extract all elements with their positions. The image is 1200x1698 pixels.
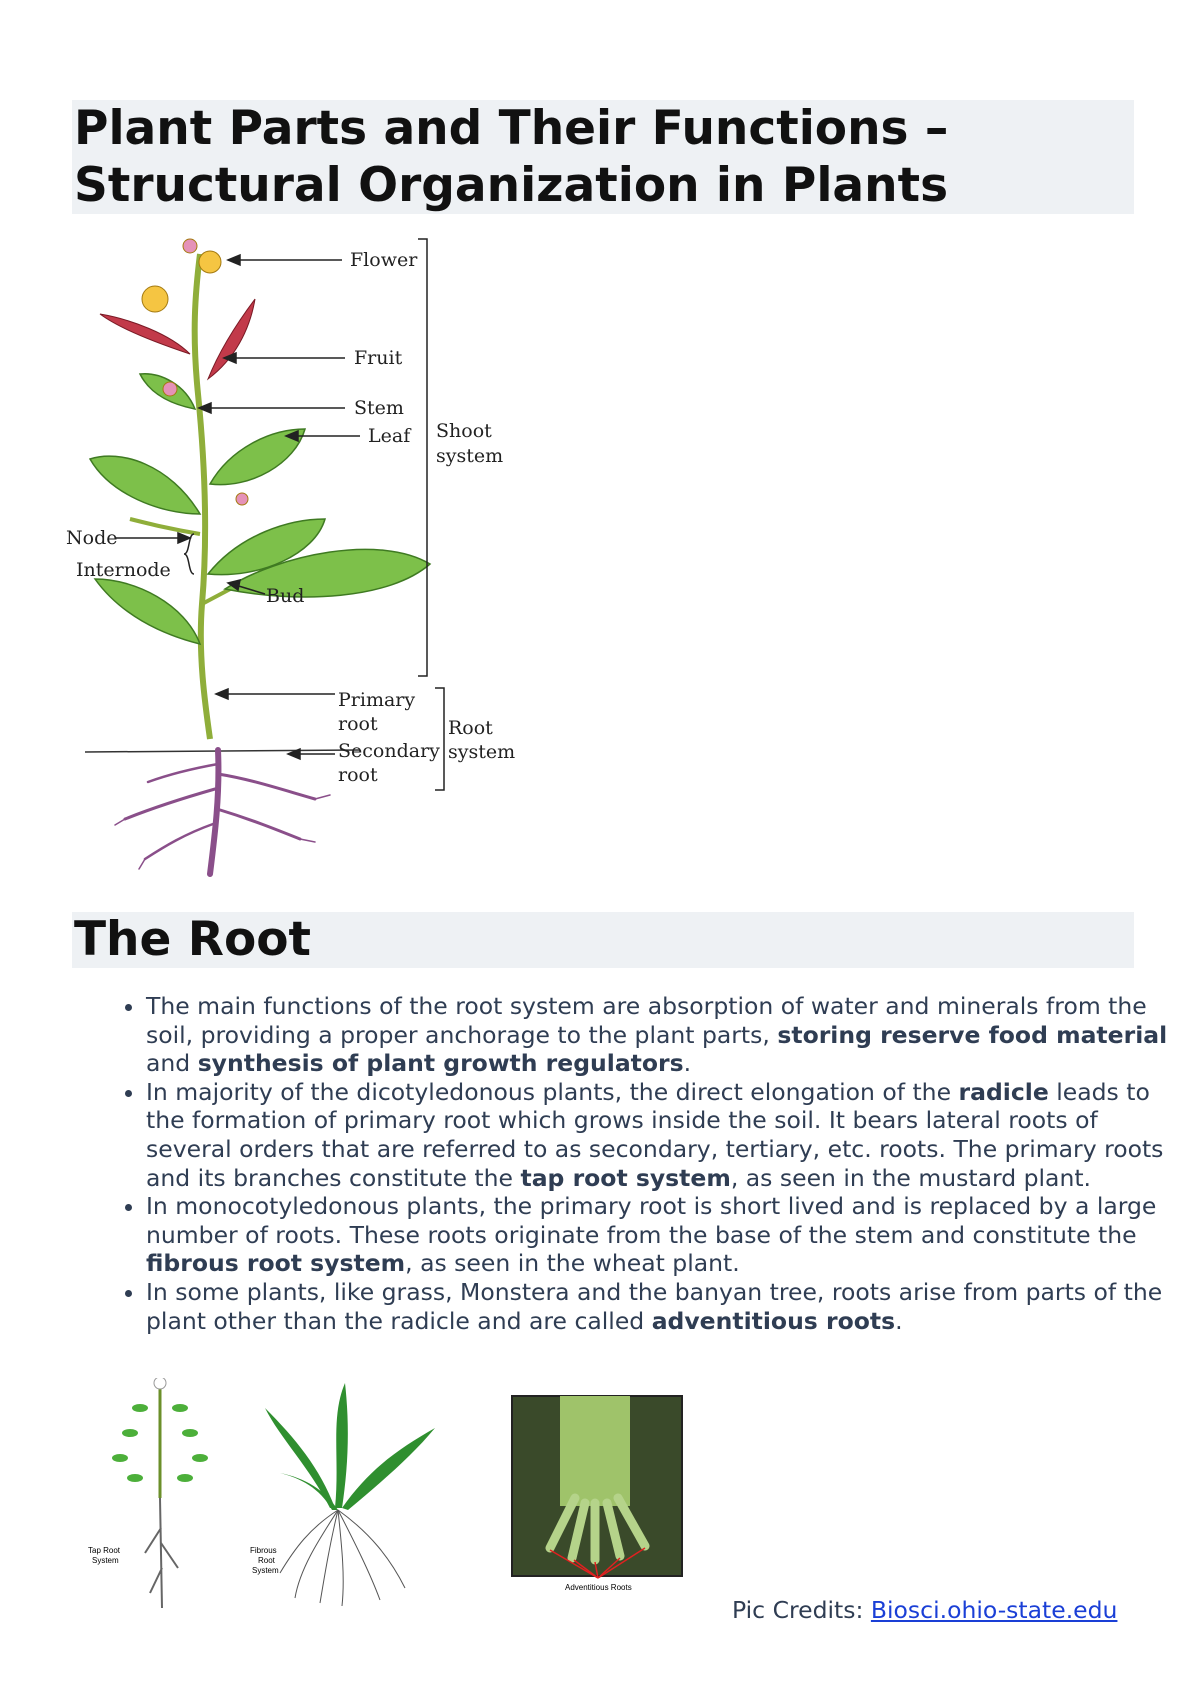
root-types-pictures: [80, 1378, 730, 1618]
tap-root-picture: [88, 1378, 208, 1608]
soil-line: [85, 750, 360, 752]
label-internode: Internode: [76, 559, 171, 581]
label-shoot-2: system: [436, 445, 504, 467]
label-leaf: Leaf: [368, 425, 411, 447]
label-root-system-2: system: [448, 741, 516, 763]
fibrous-root-picture: [250, 1383, 435, 1606]
list-item: • The main functions of the root system are absorption of water and minerals from the soil, providing a proper anchorage to the plant parts, storing reserve food material and synthesis of plant growth regulators.: [146, 992, 1176, 1078]
label-node: Node: [66, 527, 118, 549]
page-title: Plant Parts and Their Functions – Structural Organization in Plants: [72, 100, 1134, 214]
label-primary-1: Primary: [338, 689, 416, 711]
fibrous-root-label-1: Fibrous: [250, 1546, 277, 1555]
list-item: • In some plants, like grass, Monstera and the banyan tree, roots arise from parts of the plant other than the radicle and are called adventitious roots.: [146, 1278, 1176, 1335]
label-secondary-1: Secondary: [338, 740, 440, 762]
root-functions-list: [102, 992, 1176, 1335]
tap-root-label-2: System: [92, 1556, 119, 1565]
root-system-drawing: [115, 750, 330, 874]
credits-link[interactable]: Biosci.ohio-state.edu: [870, 1596, 1118, 1624]
label-flower: Flower: [350, 249, 418, 271]
picture-credits: [732, 1596, 1117, 1624]
label-stem: Stem: [354, 397, 404, 419]
tap-root-label-1: Tap Root: [88, 1546, 121, 1555]
plant-parts-diagram: [60, 234, 580, 884]
fruit-drawings: [100, 299, 255, 379]
label-fruit: Fruit: [354, 347, 403, 369]
label-shoot-1: Shoot: [436, 420, 492, 442]
adventitious-root-label: Adventitious Roots: [565, 1583, 632, 1592]
label-bud: Bud: [266, 585, 305, 607]
label-primary-2: root: [338, 713, 378, 735]
credits-label: Pic Credits:: [732, 1596, 871, 1624]
stem-drawing: [195, 254, 210, 739]
label-secondary-2: root: [338, 764, 378, 786]
adventitious-root-picture: [512, 1396, 682, 1592]
fibrous-root-label-3: System: [252, 1566, 279, 1575]
list-item: • In monocotyledonous plants, the primary root is short lived and is replaced by a large number of roots. These roots originate from the base of the stem and constitute the fibrous root system, as seen in the wheat plant.: [146, 1192, 1176, 1278]
fibrous-root-label-2: Root: [258, 1556, 275, 1565]
section-title: The Root: [72, 912, 1134, 968]
list-item: • In majority of the dicotyledonous plants, the direct elongation of the radicle leads to the formation of primary root which grows inside the soil. It bears lateral roots of several orders that are referred to as secondary, tertiary, etc. roots. The primary roots and its branches constitute the tap root system, as seen in the mustard plant.: [146, 1078, 1176, 1192]
label-root-system-1: Root: [448, 717, 493, 739]
